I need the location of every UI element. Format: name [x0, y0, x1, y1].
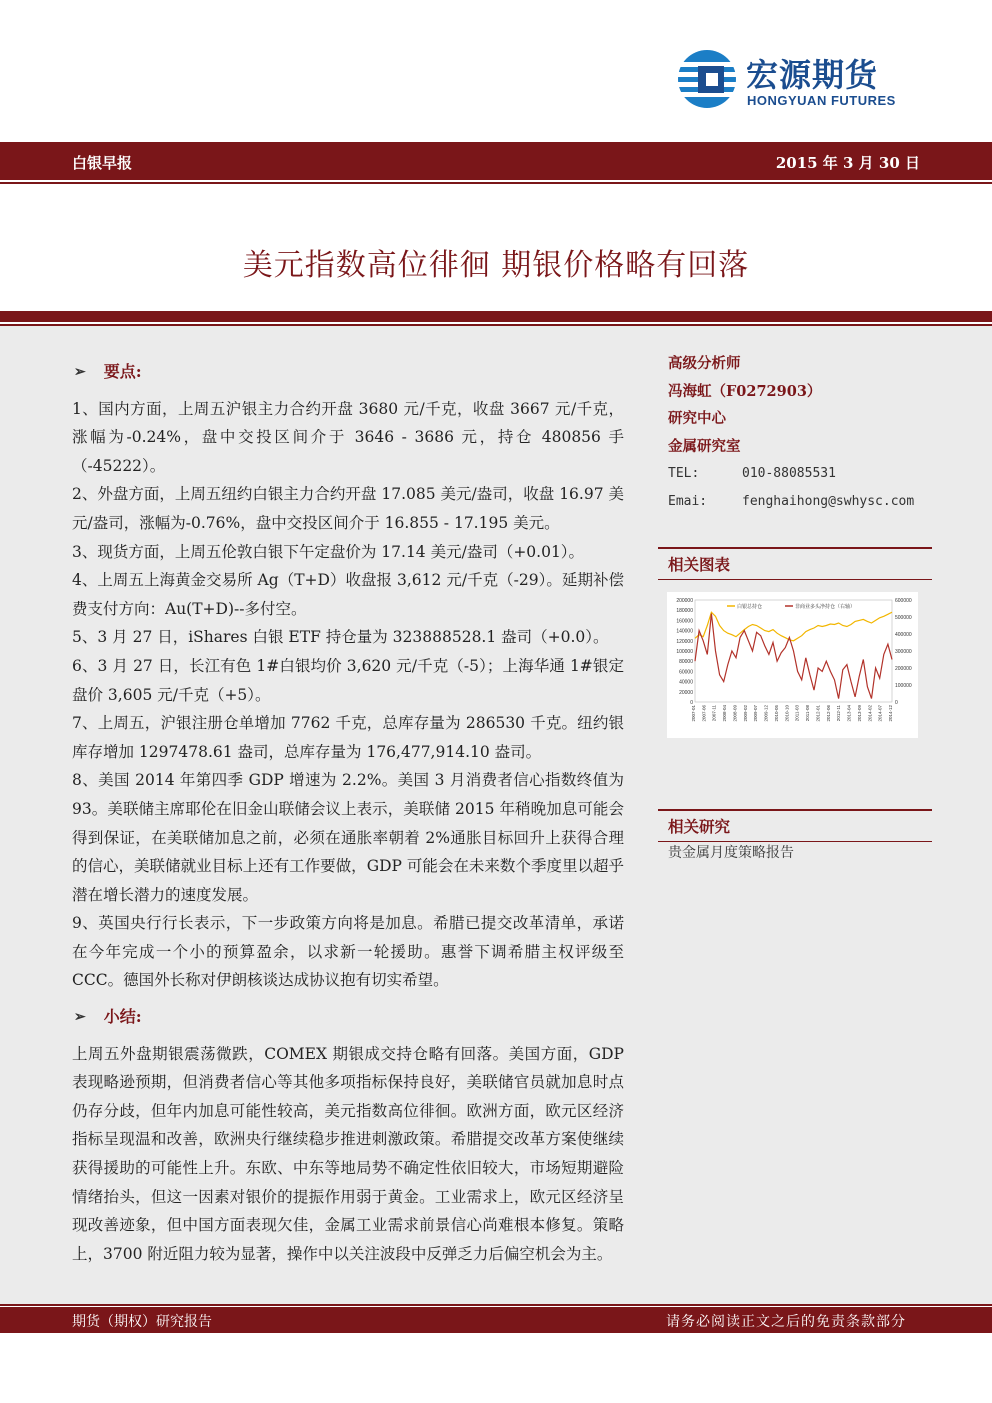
page-title: 美元指数高位徘徊 期银价格略有回落 — [242, 248, 750, 283]
header-area — [0, 0, 992, 142]
y-right-tick-label: 500000 — [895, 615, 912, 621]
spacer — [72, 995, 624, 1001]
y-right-tick-label: 100000 — [895, 683, 912, 689]
y-right-tick-label: 200000 — [895, 666, 912, 672]
key-point-item: 7、上周五，沪银注册仓单增加 7762 千克，总库存量为 286530 千克。纽约银库存增加 1297478.61 盎司，总库存量为 176,477,914.10 盎司。 — [72, 714, 624, 761]
y-tick-label: 80000 — [679, 659, 693, 666]
y-right-tick-label: 600000 — [895, 598, 912, 604]
related-research-header — [658, 809, 932, 842]
related-research-item[interactable]: 贵金属月度策略报告 — [668, 845, 794, 861]
x-tick-label: 2011-03 — [794, 705, 800, 722]
y-right-tick-label: 0 — [895, 700, 898, 706]
tel-value: 010-88085531 — [742, 466, 836, 481]
report-type: 白银早报 — [72, 154, 133, 172]
x-tick-label: 2009-02 — [742, 705, 748, 722]
y-tick-label: 160000 — [676, 618, 693, 625]
header-rule — [0, 182, 992, 184]
y-tick-label: 200000 — [676, 598, 693, 604]
y-right-tick-label: 300000 — [895, 649, 912, 655]
x-tick-label: 2014-12 — [888, 705, 893, 722]
email-label: Emai: — [668, 494, 708, 509]
key-point-item: 8、美国 2014 年第四季 GDP 增速为 2.2%。美国 3 月消费者信心指数终值为 93。美联储主席耶伦在旧金山联储会议上表示，美联储 2015 年稍晚加息可能会得到保证，在美联储加息之前，必须在通胀率朝着 2%通胀目标回升上获得合理的信心，美联储就业目标上还有工作要做，GDP 可能会在未来数个季度里以超乎潜在增长潜力的速度发展。 — [72, 771, 624, 904]
summary-heading-label: 小结: — [103, 1007, 142, 1027]
y-tick-label: 140000 — [676, 628, 693, 635]
key-points-heading-label: 要点: — [103, 362, 142, 381]
x-tick-label: 2007-11 — [711, 705, 717, 722]
brand-name-cn: 宏源期货 — [746, 56, 879, 94]
x-tick-label: 2009-12 — [763, 705, 769, 722]
position-chart — [667, 592, 918, 738]
key-point-item: 5、3 月 27 日，iShares 白银 ETF 持仓量为 323888528.1 盎司（+0.0）。 — [72, 628, 609, 647]
x-tick-label: 2011-08 — [805, 705, 811, 722]
x-tick-label: 2013-09 — [856, 705, 862, 722]
x-tick-label: 2014-02 — [867, 705, 873, 722]
summary-heading — [72, 1003, 624, 1032]
analyst-name: 冯海虹（F0272903） — [668, 382, 822, 400]
footer-bar — [0, 1307, 992, 1333]
related-chart — [667, 592, 918, 738]
x-tick-label: 2008-04 — [722, 705, 728, 722]
main-column — [72, 356, 624, 1268]
key-point-item: 4、上周五上海黄金交易所 Ag（T+D）收盘报 3,612 元/千克（-29）。延期补偿费支付方向：Au(T+D)--多付空。 — [72, 571, 624, 618]
analyst-role: 高级分析师 — [668, 355, 741, 372]
x-tick-label: 2008-09 — [732, 705, 738, 722]
x-tick-label: 2010-10 — [784, 705, 790, 722]
analyst-email — [668, 488, 928, 516]
key-point-item: 2、外盘方面，上周五纽约白银主力合约开盘 17.085 美元/盎司，收盘 16.97 美元/盎司，涨幅为-0.76%，盘中交投区间介于 16.855 - 17.195 美元。 — [72, 485, 624, 532]
y-tick-label: 100000 — [676, 649, 693, 655]
analyst-dept: 研究中心 — [668, 410, 726, 427]
tel-label: TEL: — [668, 466, 700, 481]
key-point-item: 3、现货方面，上周五伦敦白银下午定盘价为 17.14 美元/盎司（+0.01）。 — [72, 542, 585, 561]
y-tick-label: 20000 — [679, 689, 693, 696]
summary-text: 上周五外盘期银震荡微跌，COMEX 期银成交持仓略有回落。美国方面，GDP 表现略逊预期，但消费者信心等其他多项指标保持良好，美联储官员就加息时点仍存分歧，但年内加息可能性较高，美元指数高位徘徊。欧洲方面，欧元区经济指标呈现温和改善，欧洲央行继续稳步推进刺激政策。希腊提交改革方案使继续获得援助的可能性上升。东欧、中东等地局势不确定性依旧较大，市场短期避险情绪抬头，但这一因素对银价的提振作用弱于黄金。工业需求上，欧元区经济呈现改善迹象，但中国方面表现欠佳，金属工业需求前景信心尚难根本修复。策略上，3700 附近阻力较为显著，操作中以关注波段中反弹乏力后偏空机会为主。 — [72, 1044, 624, 1263]
brand-logo — [676, 48, 926, 116]
y-tick-label: 40000 — [679, 679, 693, 686]
header-bar — [0, 142, 992, 180]
footer-rule — [0, 1304, 992, 1306]
x-tick-label: 2012-01 — [815, 705, 821, 722]
arrow-bullet-icon: ➢ — [74, 364, 86, 380]
x-tick-label: 2012-11 — [836, 705, 842, 722]
key-points-heading — [72, 358, 624, 387]
related-chart-header — [658, 547, 932, 580]
report-date: 2015 年 3 月 30 日 — [775, 154, 920, 172]
footer-left: 期货（期权）研究报告 — [72, 1314, 212, 1330]
x-tick-label: 2007-06 — [701, 705, 707, 722]
key-point-item: 1、国内方面，上周五沪银主力合约开盘 3680 元/千克，收盘 3667 元/千克，涨幅为-0.24%，盘中交投区间介于 3646 - 3686 元，持仓 480856 手（-45222）。 — [72, 399, 624, 475]
analyst-info — [668, 350, 928, 516]
footer-disclaimer: 请务必阅读正文之后的免责条款部分 — [666, 1314, 906, 1330]
analyst-team: 金属研究室 — [668, 437, 741, 455]
related-research-heading: 相关研究 — [668, 817, 731, 836]
y-tick-label: 120000 — [676, 638, 693, 645]
y-tick-label: 0 — [690, 700, 693, 706]
x-tick-label: 2012-06 — [825, 705, 831, 722]
x-tick-label: 2014-07 — [877, 705, 883, 722]
arrow-bullet-icon: ➢ — [74, 1009, 86, 1026]
key-point-item: 6、3 月 27 日，长江有色 1#白银均价 3,620 元/千克（-5）；上海华通 1#银定盘价 3,605 元/千克（+5）。 — [72, 656, 624, 704]
y-tick-label: 180000 — [676, 608, 693, 615]
key-point-item: 9、英国央行行长表示，下一步政策方向将是加息。希腊已提交改革清单，承诺在今年完成一个小的预算盈余，以求新一轮援助。惠誉下调希腊主权评级至 CCC。德国外长称对伊朗核谈达成协议抱有切实希望。 — [72, 914, 624, 990]
title-bar — [0, 311, 992, 322]
email-value[interactable]: fenghaihong@swhysc.com — [742, 494, 915, 509]
brand-name-en: HONGYUAN FUTURES — [747, 93, 896, 108]
legend-label: 白银总持仓 — [737, 604, 763, 610]
y-tick-label: 60000 — [679, 669, 693, 676]
related-chart-heading: 相关图表 — [668, 555, 731, 574]
legend-label: 非商业多头净持仓（右轴） — [795, 604, 856, 610]
analyst-tel — [668, 460, 928, 488]
x-tick-label: 2013-04 — [846, 705, 852, 722]
x-tick-label: 2007-01 — [691, 705, 696, 722]
y-right-tick-label: 400000 — [895, 632, 912, 638]
hongyuan-logo-icon — [676, 48, 738, 110]
x-tick-label: 2010-05 — [773, 705, 779, 722]
x-tick-label: 2009-07 — [753, 705, 759, 722]
